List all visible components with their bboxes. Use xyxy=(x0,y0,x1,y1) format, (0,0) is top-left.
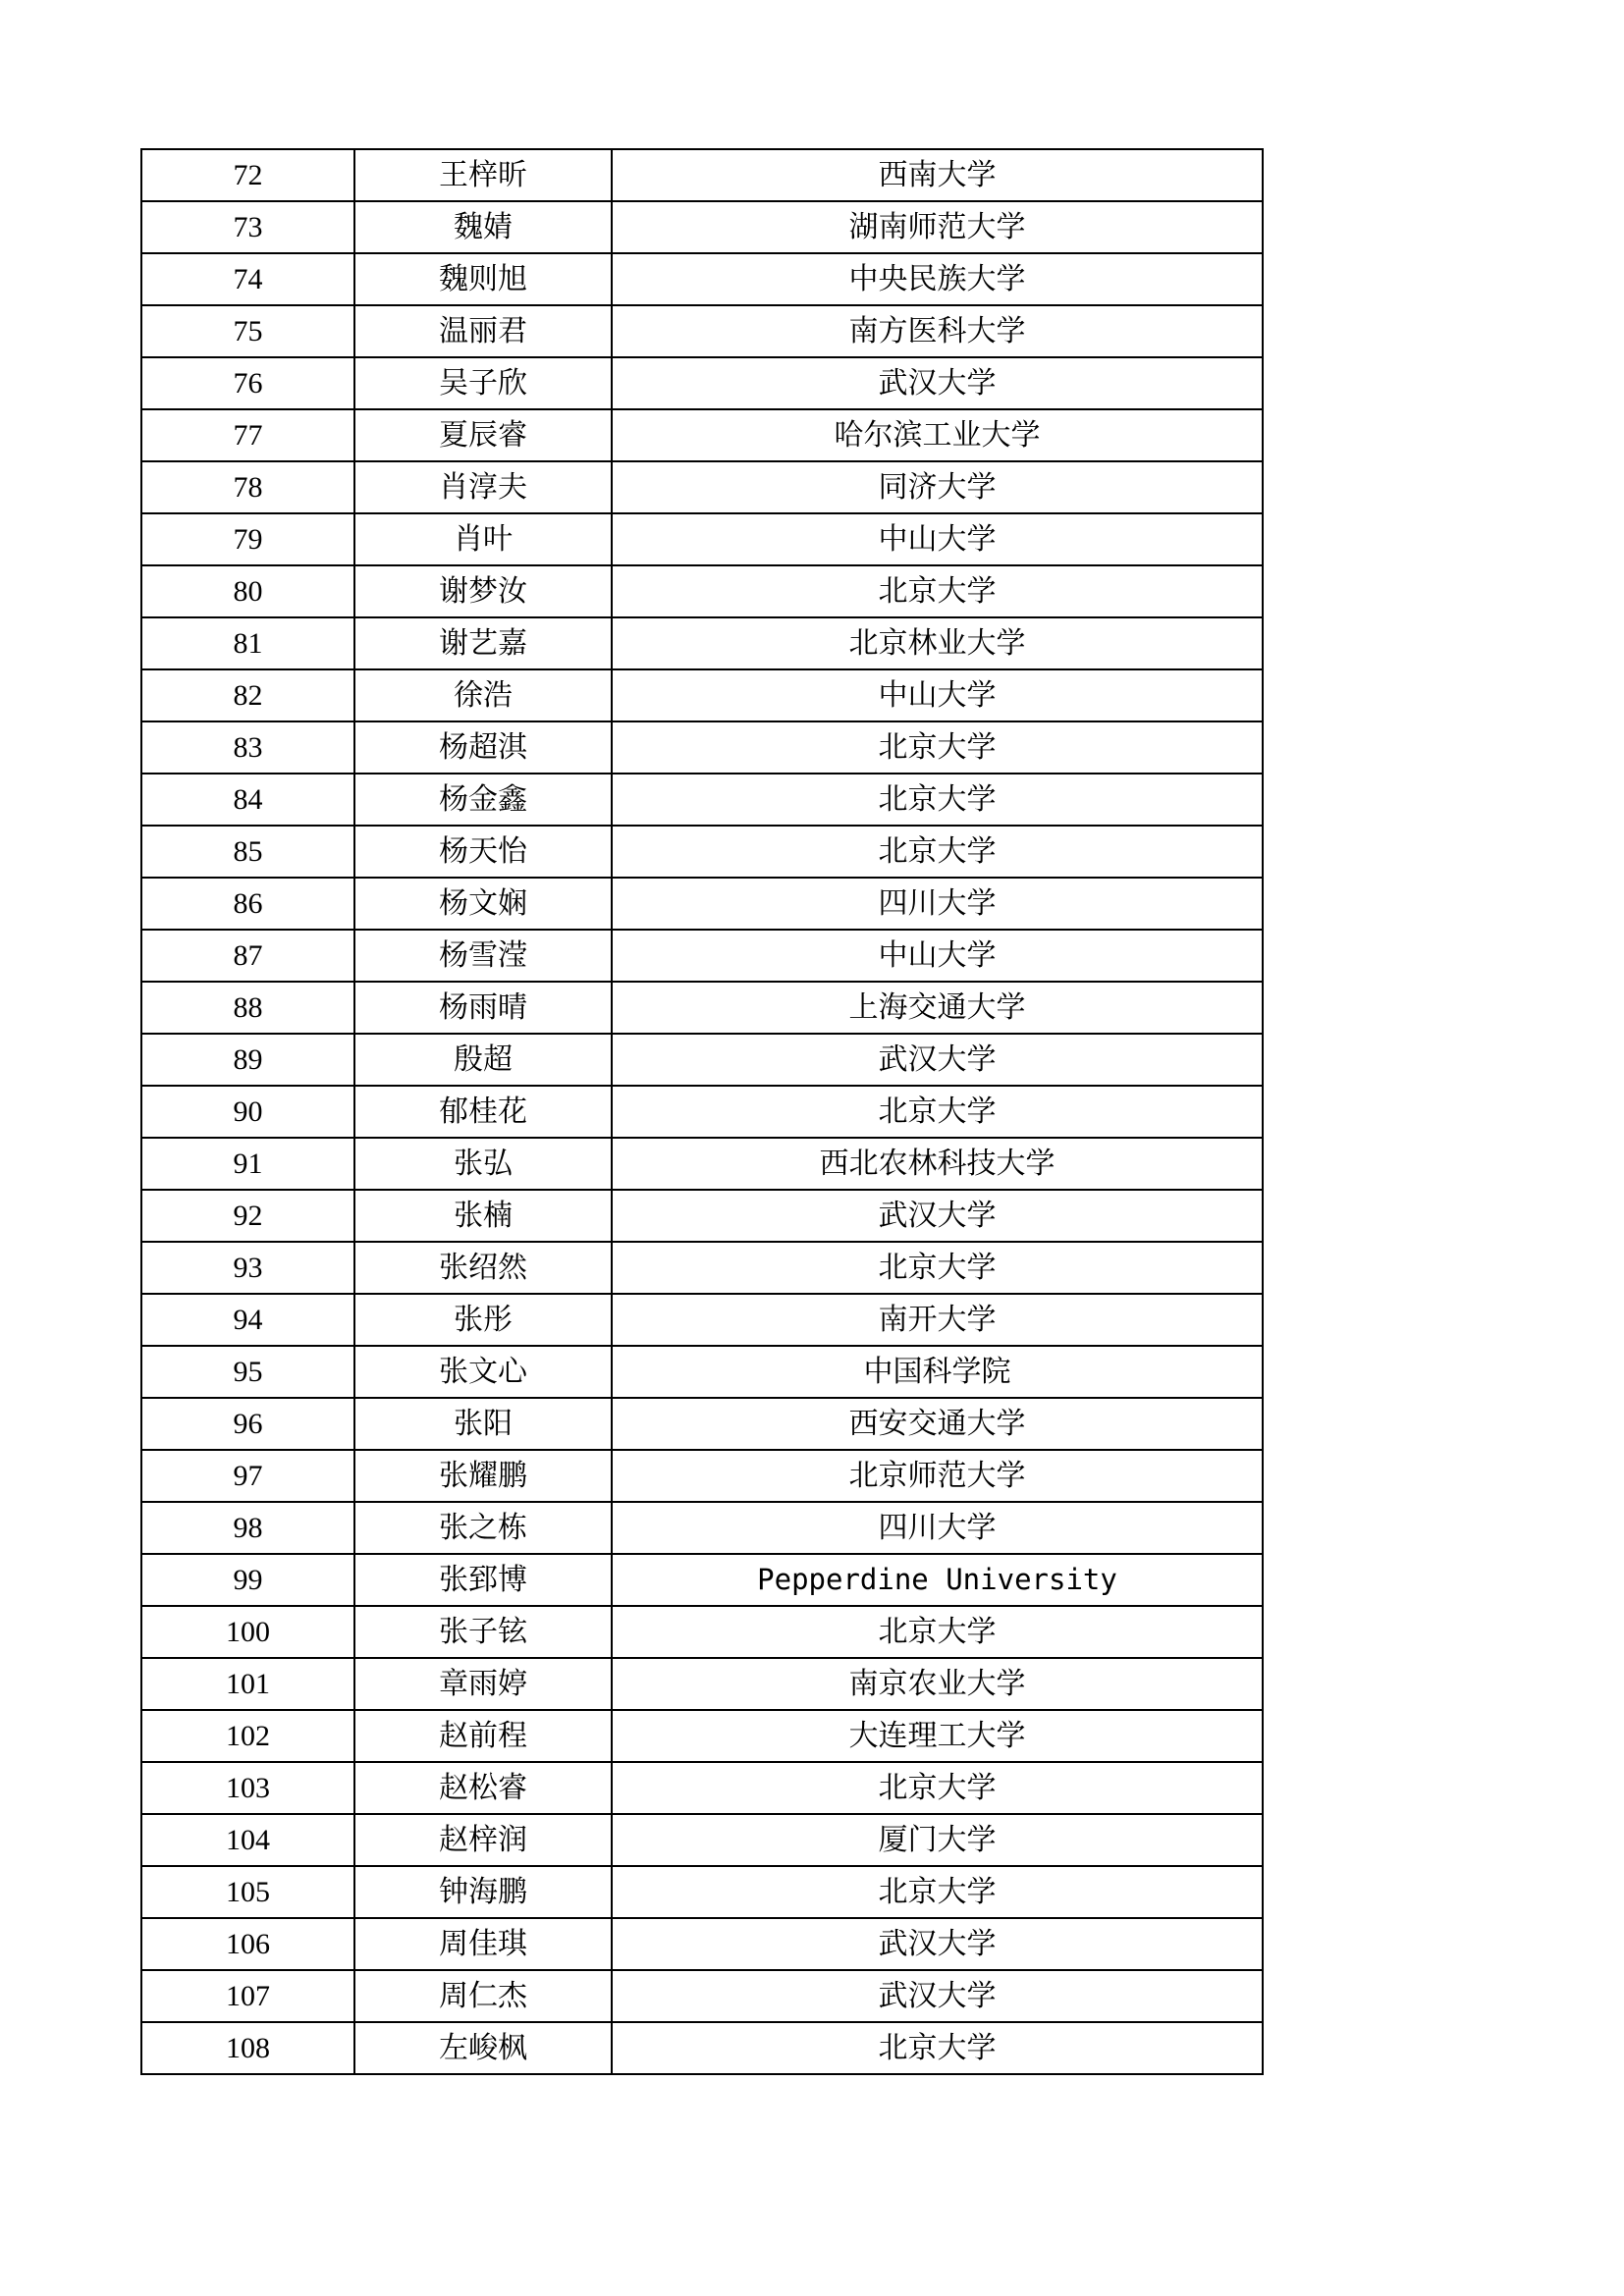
row-number-cell: 73 xyxy=(141,201,354,253)
row-number-cell: 75 xyxy=(141,305,354,357)
row-number-cell: 83 xyxy=(141,721,354,774)
row-number-cell: 78 xyxy=(141,461,354,513)
table-row xyxy=(141,617,1263,669)
table-row xyxy=(141,1866,1263,1918)
institution-cell: 四川大学 xyxy=(612,1502,1263,1554)
name-cell: 魏则旭 xyxy=(354,253,612,305)
institution-cell: 武汉大学 xyxy=(612,1918,1263,1970)
name-cell: 肖叶 xyxy=(354,513,612,565)
name-cell: 杨金鑫 xyxy=(354,774,612,826)
name-cell: 张文心 xyxy=(354,1346,612,1398)
roster-table xyxy=(140,148,1264,2075)
name-cell: 张弘 xyxy=(354,1138,612,1190)
institution-cell: 中山大学 xyxy=(612,513,1263,565)
institution-cell: 西北农林科技大学 xyxy=(612,1138,1263,1190)
row-number-cell: 103 xyxy=(141,1762,354,1814)
name-cell: 周仁杰 xyxy=(354,1970,612,2022)
table-row xyxy=(141,1606,1263,1658)
row-number-cell: 100 xyxy=(141,1606,354,1658)
row-number-cell: 84 xyxy=(141,774,354,826)
table-row xyxy=(141,1554,1263,1606)
institution-cell: 北京林业大学 xyxy=(612,617,1263,669)
table-row xyxy=(141,1814,1263,1866)
institution-cell: 中山大学 xyxy=(612,669,1263,721)
name-cell: 赵前程 xyxy=(354,1710,612,1762)
name-cell: 张子铉 xyxy=(354,1606,612,1658)
row-number-cell: 72 xyxy=(141,149,354,201)
name-cell: 赵梓润 xyxy=(354,1814,612,1866)
institution-cell: 北京大学 xyxy=(612,774,1263,826)
name-cell: 张阳 xyxy=(354,1398,612,1450)
row-number-cell: 99 xyxy=(141,1554,354,1606)
institution-cell: 北京大学 xyxy=(612,1606,1263,1658)
table-row xyxy=(141,565,1263,617)
name-cell: 殷超 xyxy=(354,1034,612,1086)
table-row xyxy=(141,826,1263,878)
institution-cell: 武汉大学 xyxy=(612,1190,1263,1242)
institution-cell: 中国科学院 xyxy=(612,1346,1263,1398)
table-row xyxy=(141,669,1263,721)
table-row xyxy=(141,461,1263,513)
institution-cell: Pepperdine University xyxy=(612,1554,1263,1606)
name-cell: 杨超淇 xyxy=(354,721,612,774)
row-number-cell: 77 xyxy=(141,409,354,461)
table-row xyxy=(141,1918,1263,1970)
institution-cell: 南方医科大学 xyxy=(612,305,1263,357)
table-row xyxy=(141,1242,1263,1294)
institution-cell: 哈尔滨工业大学 xyxy=(612,409,1263,461)
name-cell: 杨文娴 xyxy=(354,878,612,930)
table-row xyxy=(141,1138,1263,1190)
name-cell: 张楠 xyxy=(354,1190,612,1242)
row-number-cell: 81 xyxy=(141,617,354,669)
table-row xyxy=(141,1190,1263,1242)
institution-cell: 西南大学 xyxy=(612,149,1263,201)
name-cell: 张彤 xyxy=(354,1294,612,1346)
institution-cell: 南京农业大学 xyxy=(612,1658,1263,1710)
row-number-cell: 88 xyxy=(141,982,354,1034)
institution-cell: 大连理工大学 xyxy=(612,1710,1263,1762)
institution-cell: 北京大学 xyxy=(612,2022,1263,2074)
institution-cell: 四川大学 xyxy=(612,878,1263,930)
name-cell: 肖淳夫 xyxy=(354,461,612,513)
table-row xyxy=(141,878,1263,930)
row-number-cell: 86 xyxy=(141,878,354,930)
row-number-cell: 93 xyxy=(141,1242,354,1294)
row-number-cell: 95 xyxy=(141,1346,354,1398)
row-number-cell: 85 xyxy=(141,826,354,878)
row-number-cell: 79 xyxy=(141,513,354,565)
table-row xyxy=(141,1086,1263,1138)
name-cell: 章雨婷 xyxy=(354,1658,612,1710)
row-number-cell: 94 xyxy=(141,1294,354,1346)
institution-cell: 武汉大学 xyxy=(612,357,1263,409)
table-row xyxy=(141,1294,1263,1346)
table-row xyxy=(141,149,1263,201)
name-cell: 张绍然 xyxy=(354,1242,612,1294)
table-row xyxy=(141,1762,1263,1814)
row-number-cell: 82 xyxy=(141,669,354,721)
row-number-cell: 105 xyxy=(141,1866,354,1918)
row-number-cell: 74 xyxy=(141,253,354,305)
table-row xyxy=(141,1346,1263,1398)
table-row xyxy=(141,1034,1263,1086)
institution-cell: 北京大学 xyxy=(612,721,1263,774)
table-row xyxy=(141,357,1263,409)
institution-cell: 武汉大学 xyxy=(612,1970,1263,2022)
row-number-cell: 107 xyxy=(141,1970,354,2022)
name-cell: 张之栋 xyxy=(354,1502,612,1554)
table-row xyxy=(141,513,1263,565)
row-number-cell: 108 xyxy=(141,2022,354,2074)
name-cell: 钟海鹏 xyxy=(354,1866,612,1918)
institution-cell: 中山大学 xyxy=(612,930,1263,982)
table-row xyxy=(141,721,1263,774)
institution-cell: 中央民族大学 xyxy=(612,253,1263,305)
table-row xyxy=(141,1398,1263,1450)
name-cell: 郁桂花 xyxy=(354,1086,612,1138)
institution-cell: 北京大学 xyxy=(612,1086,1263,1138)
row-number-cell: 97 xyxy=(141,1450,354,1502)
table-row xyxy=(141,201,1263,253)
name-cell: 徐浩 xyxy=(354,669,612,721)
name-cell: 吴子欣 xyxy=(354,357,612,409)
name-cell: 王梓昕 xyxy=(354,149,612,201)
table-row xyxy=(141,930,1263,982)
name-cell: 杨天怡 xyxy=(354,826,612,878)
table-row xyxy=(141,1970,1263,2022)
table-row xyxy=(141,1710,1263,1762)
row-number-cell: 101 xyxy=(141,1658,354,1710)
institution-cell: 北京大学 xyxy=(612,1762,1263,1814)
row-number-cell: 92 xyxy=(141,1190,354,1242)
institution-cell: 武汉大学 xyxy=(612,1034,1263,1086)
row-number-cell: 102 xyxy=(141,1710,354,1762)
row-number-cell: 106 xyxy=(141,1918,354,1970)
row-number-cell: 98 xyxy=(141,1502,354,1554)
institution-cell: 北京大学 xyxy=(612,826,1263,878)
table-row xyxy=(141,1658,1263,1710)
name-cell: 夏辰睿 xyxy=(354,409,612,461)
name-cell: 张郅博 xyxy=(354,1554,612,1606)
name-cell: 张耀鹏 xyxy=(354,1450,612,1502)
institution-cell: 南开大学 xyxy=(612,1294,1263,1346)
row-number-cell: 96 xyxy=(141,1398,354,1450)
row-number-cell: 90 xyxy=(141,1086,354,1138)
table-row xyxy=(141,253,1263,305)
table-row xyxy=(141,1450,1263,1502)
institution-cell: 西安交通大学 xyxy=(612,1398,1263,1450)
name-cell: 谢梦汝 xyxy=(354,565,612,617)
name-cell: 魏婧 xyxy=(354,201,612,253)
name-cell: 温丽君 xyxy=(354,305,612,357)
institution-cell: 北京大学 xyxy=(612,565,1263,617)
name-cell: 赵松睿 xyxy=(354,1762,612,1814)
row-number-cell: 89 xyxy=(141,1034,354,1086)
name-cell: 左峻枫 xyxy=(354,2022,612,2074)
table-row xyxy=(141,1502,1263,1554)
institution-cell: 湖南师范大学 xyxy=(612,201,1263,253)
name-cell: 周佳琪 xyxy=(354,1918,612,1970)
institution-cell: 北京大学 xyxy=(612,1866,1263,1918)
institution-cell: 上海交通大学 xyxy=(612,982,1263,1034)
name-cell: 杨雪滢 xyxy=(354,930,612,982)
table-row xyxy=(141,305,1263,357)
roster-body xyxy=(141,149,1263,2074)
institution-cell: 北京师范大学 xyxy=(612,1450,1263,1502)
institution-cell: 北京大学 xyxy=(612,1242,1263,1294)
name-cell: 杨雨晴 xyxy=(354,982,612,1034)
row-number-cell: 76 xyxy=(141,357,354,409)
row-number-cell: 104 xyxy=(141,1814,354,1866)
row-number-cell: 80 xyxy=(141,565,354,617)
table-row xyxy=(141,2022,1263,2074)
table-row xyxy=(141,774,1263,826)
table-row xyxy=(141,982,1263,1034)
table-row xyxy=(141,409,1263,461)
row-number-cell: 87 xyxy=(141,930,354,982)
name-cell: 谢艺嘉 xyxy=(354,617,612,669)
institution-cell: 同济大学 xyxy=(612,461,1263,513)
row-number-cell: 91 xyxy=(141,1138,354,1190)
institution-cell: 厦门大学 xyxy=(612,1814,1263,1866)
